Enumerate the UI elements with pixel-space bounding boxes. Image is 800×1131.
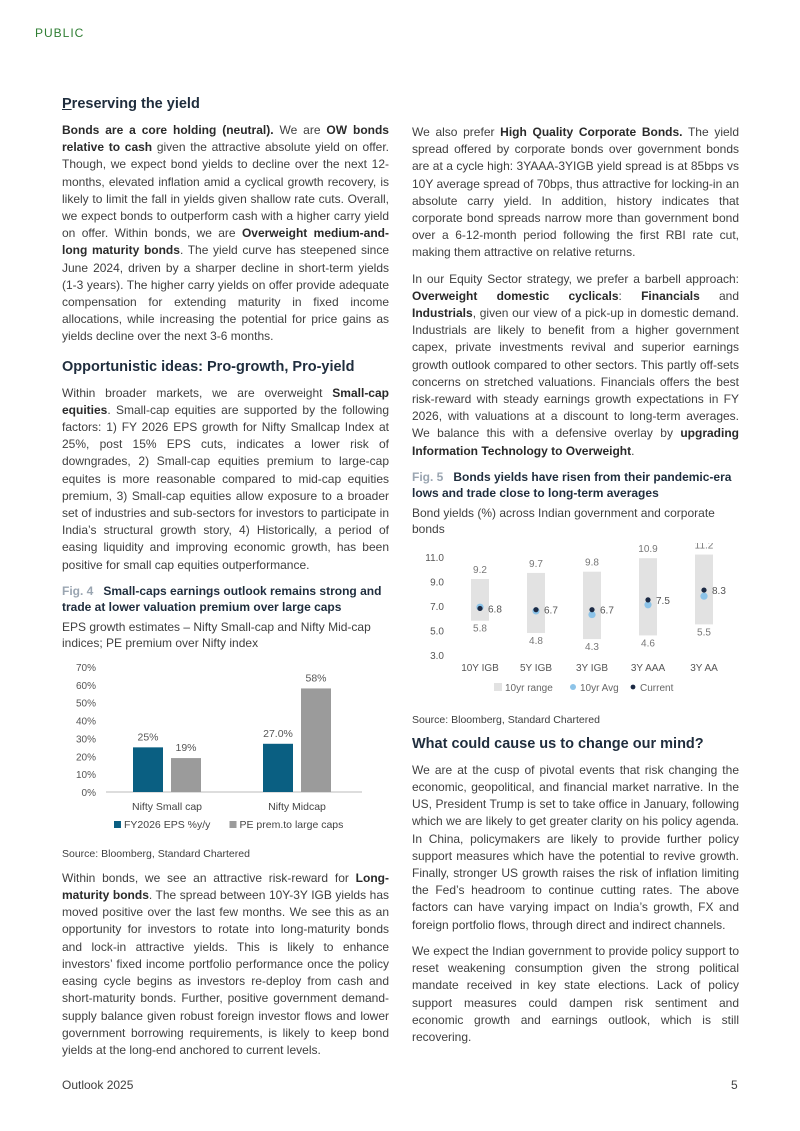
text-run: We expect the Indian government to provide policy support to reset weakening consumption given the strong political mandate received in key state elections. Lack of policy support measures could dampen risk sentiment and economic growth and earnings outlook, which is still recovering. xyxy=(412,943,739,1044)
y-tick-label: 50% xyxy=(75,698,96,710)
fig4-subtitle: EPS growth estimates – Nifty Small-cap and Nifty Mid-cap indices; PE premium over Nifty index xyxy=(62,619,371,650)
legend-swatch xyxy=(114,821,121,828)
legend-label: Current xyxy=(640,682,674,694)
range-high-label: 9.8 xyxy=(585,557,599,569)
text-run: , given our view of a pick-up in domestic demand. Industrials are likely to benefit from a higher government capex, private investments revival and superior earnings growth outlook compared to other sectors. This partly off-sets concerns on stretched valuations. Financials offers the best risk-reward with steady earnings growth expectations in FY 2026, with valuations at a discount to long-term averages. We balance this with a defensive overlay by xyxy=(412,306,739,441)
page-number: 5 xyxy=(731,1078,738,1092)
legend-label: 10yr Avg xyxy=(580,682,619,694)
text-run: Within bonds, we see an attractive risk-reward for xyxy=(62,870,356,885)
fig4-number: Fig. 4 xyxy=(62,583,94,598)
text-run: We also prefer xyxy=(412,125,501,139)
fig4-title-text: Small-caps earnings outlook remains strong and trade at lower valuation premium over large caps xyxy=(62,583,382,614)
heading-rest: reserving the yield xyxy=(71,96,200,112)
text-run: . xyxy=(631,443,635,458)
legend-label: 10yr range xyxy=(505,682,553,694)
current-value-label: 8.3 xyxy=(712,585,726,597)
y-tick-label: 7.0 xyxy=(430,601,444,613)
current-point xyxy=(477,606,482,611)
bold-phrase: High Quality Corporate Bonds. xyxy=(500,125,683,139)
range-bar xyxy=(639,558,657,635)
current-value-label: 6.8 xyxy=(488,604,502,616)
text-run: In our Equity Sector strategy, we prefer a barbell approach: xyxy=(412,271,739,286)
range-bar xyxy=(527,573,545,633)
y-tick-label: 60% xyxy=(75,680,96,692)
heading-opportunistic: Opportunistic ideas: Pro-growth, Pro-yield xyxy=(62,358,355,375)
current-point xyxy=(589,607,594,612)
bar xyxy=(301,688,331,792)
y-tick-label: 5.0 xyxy=(430,626,444,638)
text-run: . The spread between 10Y-3Y IGB yields has moved positive over the last few months. We see this as an opportunity for investors to rotate into long-maturity bonds and lock-in attractive yields. This is likely to enhance investors’ fixed income portfolio performance once the policy easing cycle begins as investors re-deploy from cash and short-maturity bonds. Further, positive government demand-supply balance given robust foreign investor flows and lower government borrowing requirements, is likely to keep bond yields at the long-end anchored to current levels. xyxy=(62,888,389,1057)
bond-yields-range-chart xyxy=(412,543,739,703)
bold-phrase: Overweight medium-and-long maturity bonds xyxy=(62,226,389,258)
x-tick-label: Nifty Small cap xyxy=(131,800,203,813)
x-tick-label: 3Y AA xyxy=(690,662,718,674)
text-run: and xyxy=(699,288,740,303)
bold-phrase: Industrials xyxy=(412,306,473,321)
current-value-label: 7.5 xyxy=(656,595,670,607)
paragraph-equity-sector xyxy=(412,271,739,460)
current-point xyxy=(533,607,538,612)
y-tick-label: 3.0 xyxy=(430,650,444,662)
range-bar xyxy=(583,572,601,639)
fig5-title-text: Bonds yields have risen from their pandemic-era lows and trade close to long-term averages xyxy=(412,469,732,500)
bold-phrase: upgrading Information Technology to Overweight xyxy=(412,426,739,458)
paragraph-policy-support xyxy=(412,943,739,1046)
x-tick-label: 10Y IGB xyxy=(461,662,499,674)
footer-title: Outlook 2025 xyxy=(62,1078,134,1092)
bar xyxy=(133,747,163,792)
bold-phrase: Long-maturity bonds xyxy=(62,870,389,903)
bold-phrase: Bonds are a core holding (neutral). xyxy=(62,123,274,137)
fig5-title xyxy=(412,469,739,501)
x-tick-label: 3Y IGB xyxy=(575,662,609,674)
legend-label: PE prem.to large caps xyxy=(239,818,344,831)
paragraph-small-cap xyxy=(62,385,389,574)
bar xyxy=(171,758,201,792)
bold-phrase: Financials xyxy=(641,288,700,303)
range-low-label: 5.8 xyxy=(473,623,487,635)
current-point xyxy=(701,587,706,592)
x-tick-label: 3Y AAA xyxy=(630,662,666,674)
range-low-label: 4.6 xyxy=(641,638,655,650)
legend-swatch-current xyxy=(631,684,636,689)
legend-swatch xyxy=(230,821,237,828)
bar xyxy=(263,744,293,792)
text-run: The yield spread offered by corporate bonds over government bonds are at a cycle high: 3YAAA-3YIGB yield spread is at 85bps vs 10Y average spread of 70bps, thus attractive for locking-in an absolute carry yield. In addition, history indicates that corporate bond spreads narrow more than government bond over a 6-12-month period following the first RBI rate cut, making them attractive on relative returns. xyxy=(412,125,739,260)
range-low-label: 4.3 xyxy=(585,641,599,653)
heading-preserving-yield xyxy=(62,96,389,112)
heading-change-mind: What could cause us to change our mind? xyxy=(412,735,704,752)
text-run: : xyxy=(618,288,642,303)
bold-phrase: OW bonds relative to cash xyxy=(62,123,389,155)
paragraph-pivotal-events xyxy=(412,762,739,934)
text-run: Within broader markets, we are overweight xyxy=(62,385,333,400)
right-column xyxy=(412,124,739,1055)
range-bar xyxy=(471,579,489,621)
text-run: given the attractive absolute yield on offer. Though, we expect bond yields to decline over the next 12-months, elevated inflation amid a cyclical growth recovery, is likely to limit the fall in yields given shallow rate cuts. Overall, we expect bonds to outperform cash with a higher carry yield on offer. Within bonds, we are xyxy=(62,140,389,241)
paragraph-long-maturity xyxy=(62,870,389,1059)
eps-bar-chart xyxy=(62,657,389,837)
paragraph-corporate-bonds xyxy=(412,124,739,262)
fig5-source: Source: Bloomberg, Standard Chartered xyxy=(412,713,600,726)
heading-initial: P xyxy=(62,96,72,112)
bold-phrase: Small-cap equities xyxy=(62,385,389,417)
range-high-label: 9.7 xyxy=(529,558,543,570)
range-low-label: 4.8 xyxy=(529,635,543,647)
bold-phrase: Overweight domestic cyclicals xyxy=(412,288,619,303)
left-column xyxy=(62,96,389,1068)
text-run: We are at the cusp of pivotal events that risk changing the economic, geopolitical, and financial market narrative. In the US, President Trump is set to take office in January, following which we are likely to get greater clarity on his policy agenda. In China, policymakers are likely to provide further policy support measures which have the potential to revive growth. Finally, stronger US growth raises the risk of inflation limiting the Fed’s headroom to continue cutting rates. The above factors can have varying impact on India’s growth, FX and foreign portfolio flows, through direct and indirect channels. xyxy=(412,762,739,932)
fig4-title xyxy=(62,583,389,615)
y-tick-label: 40% xyxy=(75,716,96,728)
bar-data-label: 25% xyxy=(137,731,159,744)
y-tick-label: 30% xyxy=(75,734,96,746)
fig4-source: Source: Bloomberg, Standard Chartered xyxy=(62,847,250,860)
bar-data-label: 19% xyxy=(175,741,197,754)
range-high-label: 9.2 xyxy=(473,564,487,576)
current-value-label: 6.7 xyxy=(600,605,614,617)
y-tick-label: 70% xyxy=(75,662,96,674)
range-low-label: 5.5 xyxy=(697,627,711,639)
current-point xyxy=(645,597,650,602)
x-tick-label: Nifty Midcap xyxy=(268,800,326,813)
legend-swatch-range xyxy=(494,683,502,691)
avg-point xyxy=(700,592,707,599)
fig5-subtitle: Bond yields (%) across Indian government and corporate bonds xyxy=(412,505,715,536)
y-tick-label: 11.0 xyxy=(425,552,444,564)
text-run: We are xyxy=(273,123,327,137)
y-tick-label: 10% xyxy=(75,770,96,782)
current-value-label: 6.7 xyxy=(544,605,558,617)
y-tick-label: 0% xyxy=(81,787,96,799)
legend-label: FY2026 EPS %y/y xyxy=(124,818,211,831)
bar-data-label: 58% xyxy=(305,672,327,685)
legend-swatch-avg xyxy=(570,684,576,690)
y-tick-label: 20% xyxy=(75,752,96,764)
text-run: . The yield curve has steepened since June 2024, driven by a sharper decline in short-term yields (1-3 years). The higher carry yields on offer provide adequate compensation for extending maturity in fixed income allocations, while increasing the potential for price gains as yields decline over the next 3-6 months. xyxy=(62,243,389,344)
range-high-label: 11.2 xyxy=(694,542,714,552)
paragraph-bonds-core xyxy=(62,122,389,346)
y-tick-label: 9.0 xyxy=(430,577,444,589)
text-run: . Small-cap equities are supported by the following factors: 1) FY 2026 EPS growth for Nifty Smallcap Index at 25%, post 15% EPS cuts, indicates a lower risk of downgrades, 2) Small-cap equities premium to large-cap equites is more reasonable compared to mid-cap equities premium, 3) Small-cap equities allow exposure to a broader set of industries and sub-sectors for investors to participate in India’s structural growth story, 4) Historically, a period of easing liquidity and improving economic growth, has been positive for small cap equities outperformance. xyxy=(62,402,389,572)
bar-data-label: 27.0% xyxy=(263,727,293,740)
fig5-number: Fig. 5 xyxy=(412,469,444,484)
classification-label: PUBLIC xyxy=(35,26,85,40)
range-high-label: 10.9 xyxy=(638,544,658,556)
x-tick-label: 5Y IGB xyxy=(519,662,553,674)
